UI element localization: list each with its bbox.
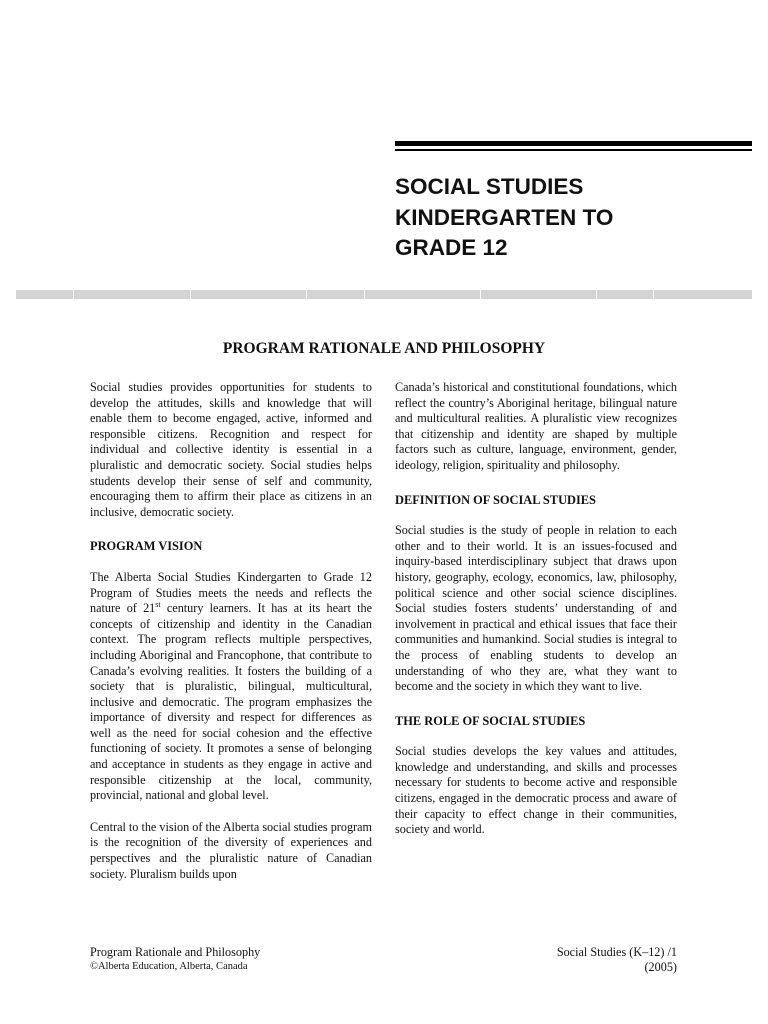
program-vision-paragraph (90, 570, 372, 804)
footer-section-name: Program Rationale and Philosophy (90, 945, 261, 959)
header-rule-thick (395, 141, 752, 146)
role-paragraph: Social studies develops the key values and attitudes, knowledge and understanding, and skills and processes necessary for students to become active and responsible citizens, engaged in the democratic process and aware of their capacity to effect change in their communities, society and world. (395, 744, 677, 837)
left-column (90, 380, 372, 882)
section-title: PROGRAM RATIONALE AND PHILOSOPHY (222, 340, 546, 357)
title-line-2: KINDERGARTEN TO (395, 204, 614, 230)
footer-right (480, 945, 677, 975)
vision-text-part-1: The Alberta Social Studies Kindergarten to Grade 12 Program of Studies meets the needs and reflects the nature of 21 (90, 569, 372, 616)
definition-heading: DEFINITION OF SOCIAL STUDIES (395, 492, 596, 507)
ordinal-superscript: st (155, 600, 161, 610)
footer-year: (2005) (644, 960, 677, 974)
pluralism-paragraph: Central to the vision of the Alberta social studies program is the recognition of the diversity of experiences and perspectives and the pluralistic nature of Canadian society. Pluralism builds upon (90, 819, 372, 881)
document-title (395, 172, 755, 264)
grey-divider-band (16, 290, 752, 299)
continuation-paragraph: Canada’s historical and constitutional foundations, which reflect the country’s Aboriginal heritage, bilingual nature and multicultural realities. A pluralistic view recognizes that citizenship and identity are shaped by multiple factors such as culture, language, environment, gender, ideology, religion, spirituality and philosophy. (395, 380, 677, 472)
title-line-1: SOCIAL STUDIES (395, 174, 584, 199)
footer-copyright: ©Alberta Education, Alberta, Canada (90, 961, 248, 972)
footer-left (90, 945, 260, 974)
program-vision-heading: PROGRAM VISION (90, 539, 203, 554)
intro-paragraph: Social studies provides opportunities for students to develop the attitudes, skills and knowledge that will enable them to become engaged, active, informed and responsible citizens. Recognition and respect for individual and collective identity is essential in a pluralistic and democratic society. Social studies helps students develop their sense of self and community, encouraging them to affirm their place as citizens in an inclusive, democratic society. (90, 380, 372, 519)
footer-page-number: Social Studies (K–12) /1 (556, 945, 677, 959)
header-rule-thin (395, 149, 752, 151)
title-line-3: GRADE 12 (395, 235, 508, 260)
right-column (395, 380, 677, 838)
role-heading: THE ROLE OF SOCIAL STUDIES (395, 713, 586, 728)
vision-text-part-2: century learners. It has at its heart the concepts of citizenship and identity in the Canadian context. The program reflects multiple perspectives, including Aboriginal and Francophone, that contribute to Canada’s evolving realities. It fosters the building of a society that is pluralistic, bilingual, multicultural, inclusive and democratic. The program emphasizes the importance of diversity and respect for differences as well as the need for social cohesion and the effective functioning of society. It promotes a sense of belonging and acceptance in students as they engage in active and responsible citizenship at the local, community, provincial, national and global level. (90, 601, 372, 803)
definition-paragraph: Social studies is the study of people in relation to each other and to their world. It is an issues-focused and inquiry-based interdisciplinary subject that draws upon history, geography, ecology, economics, law, philosophy, political science and other social science disciplines. Social studies fosters students’ understanding of and involvement in practical and ethical issues that face their communities and humankind. Social studies is integral to the process of enabling students to develop an understanding of who they are, what they want to become and the society in which they want to live. (395, 523, 677, 694)
